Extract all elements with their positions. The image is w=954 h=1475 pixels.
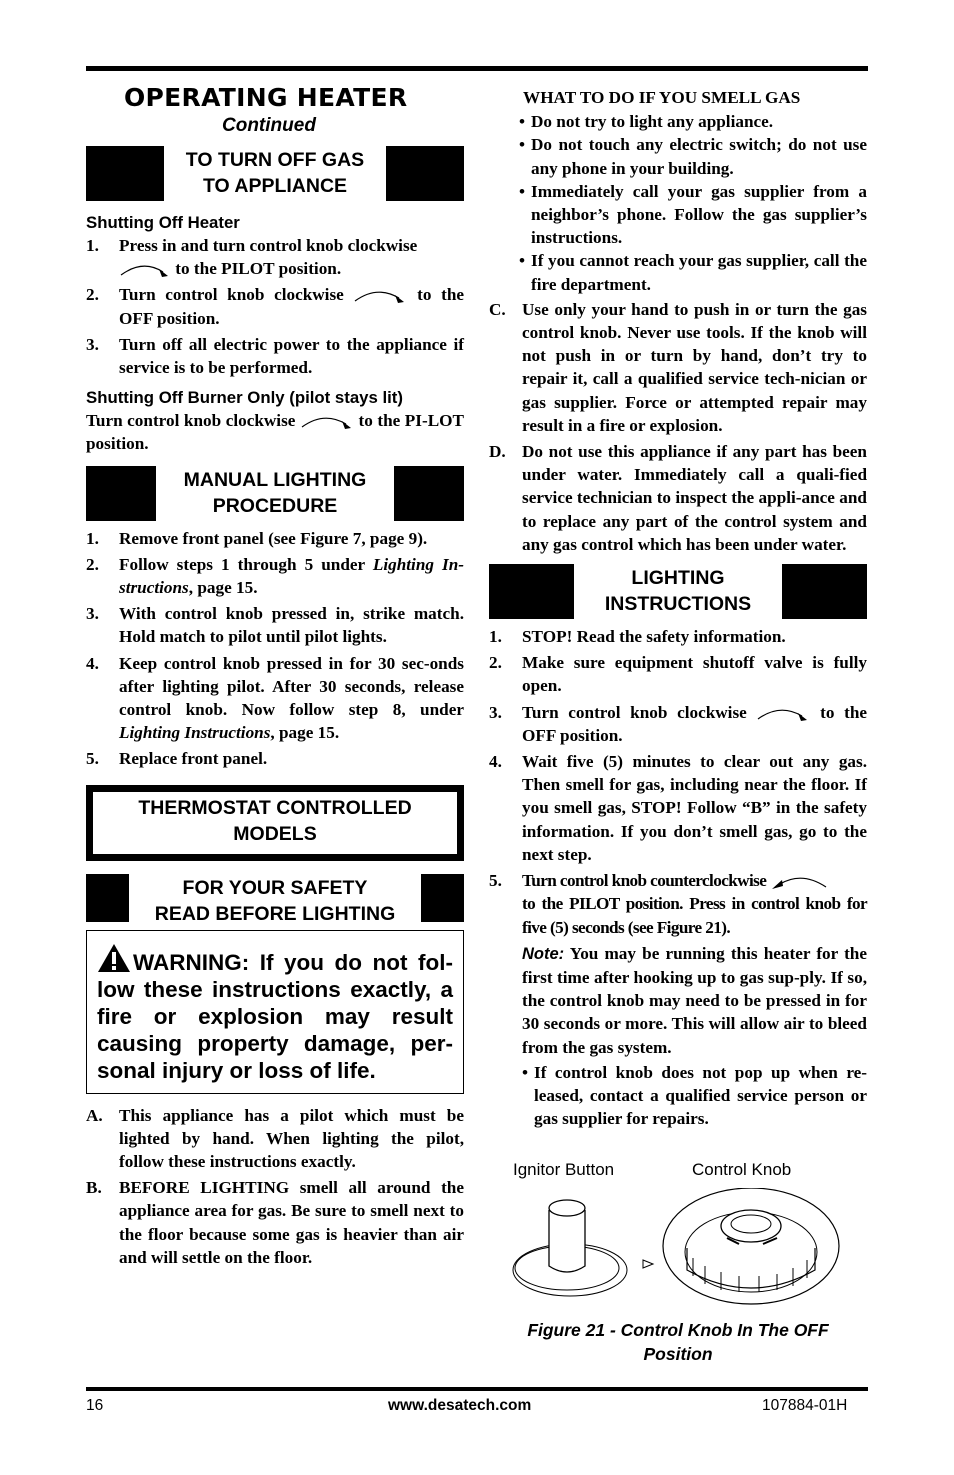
safety-items: [86, 1104, 464, 1269]
top-rule: [86, 66, 868, 71]
list-item: 1. Press in and turn control knob clockwise to the PILOT position.: [86, 236, 418, 279]
counterclockwise-arrow-icon: [770, 873, 828, 891]
list-item: 2. Make sure equipment shutoff valve is fully open.: [489, 653, 867, 696]
heading-block-left: [86, 466, 156, 521]
heading-block-left: [86, 146, 164, 201]
heading-block-right: [386, 146, 464, 201]
page-title: OPERATING HEATER: [124, 83, 408, 112]
clockwise-arrow-icon: [119, 261, 171, 279]
bullet-item: • Do not try to light any appliance.: [519, 112, 774, 132]
shutting-off-heater-heading: Shutting Off Heater: [86, 213, 240, 232]
turn-off-gas-heading-text: TO TURN OFF GAS TO APPLIANCE: [185, 149, 365, 197]
manual-lighting-heading-text: MANUAL LIGHTING PROCEDURE: [183, 468, 367, 517]
heading-block-right: [782, 564, 867, 619]
list-item: 4. Wait five (5) minutes to clear out any gas. Then smell for gas, including near the floor. If you smell gas, STOP! Follow “B” in the safety information. If you don’t smell gas, go to the next step.: [489, 752, 867, 864]
left-column: [86, 80, 464, 1272]
list-item: C. Use only your hand to push in or turn the gas control knob. Never use tools. If the knob will not push in or turn by hand, don’t try to repair it, call a qualified service tech-nician or gas supplier. Force or attempted repair may result in a fire or explosion.: [489, 299, 867, 435]
bullet-item: • If control knob does not pop up when re-leased, contact a qualified service person or gas supplier for repairs.: [522, 1062, 867, 1129]
thermostat-heading: THERMOSTAT CONTROLLED MODELS: [86, 785, 464, 861]
control-knob-illustration: [489, 1188, 867, 1308]
list-item: 5. Turn control knob counterclockwise to the PILOT position. Press in control knob for five (5) seconds (see Figure 21).: [489, 871, 867, 937]
warning-box: WARNING: If you do not fol-low these instructions exactly, a fire or explosion may result causing property damage, per-sonal injury or loss of life.: [86, 930, 464, 1094]
safety-heading-text: FOR YOUR SAFETY READ BEFORE LIGHTING: [154, 876, 396, 925]
ignitor-button-label: Ignitor Button: [513, 1160, 615, 1180]
lighting-instructions-heading-text: LIGHTING INSTRUCTIONS: [604, 567, 752, 616]
list-item: 3. Turn control knob clockwise to the OFF position.: [489, 702, 868, 745]
list-item: 1. Remove front panel (see Figure 7, page 9).: [86, 528, 428, 548]
heading-block-left: [489, 564, 574, 619]
control-knob-label: Control Knob: [692, 1160, 792, 1180]
list-item: 2. Turn control knob clockwise to the OFF position.: [86, 285, 465, 328]
list-item: D. Do not use this appliance if any part has been under water. Immediately call a quali-fied service technician to inspect the appli-ance and to replace any part of the control system and any gas control which has been under water.: [489, 442, 867, 554]
safety-heading: [86, 874, 464, 925]
list-item: 2. Follow steps 1 through 5 under Lighting In-structions, page 15.: [86, 554, 464, 598]
document-code: 107884-01H: [762, 1397, 848, 1414]
bullet-item: • If you cannot reach your gas supplier, call the fire department.: [519, 251, 867, 294]
figure-21: [489, 1160, 867, 1310]
lighting-steps: [489, 625, 867, 939]
smell-gas-bullets: [519, 110, 867, 296]
note-paragraph: Note: You may be running this heater for the first time after hooking up to gas sup-ply. If so, the control knob may need to be pressed in for 30 seconds or more. This will allow air to bleed from the gas system.: [522, 943, 867, 1057]
bullet-item: • Immediately call your gas supplier from a neighbor’s phone. Follow the gas supplier’s instructions.: [519, 181, 867, 248]
clockwise-arrow-icon: [353, 287, 407, 305]
list-item: 3. Turn off all electric power to the appliance if service is to be performed.: [86, 334, 464, 378]
figure-caption: Figure 21 - Control Knob In The OFF Position: [527, 1320, 829, 1365]
list-item: 5. Replace front panel.: [86, 749, 268, 769]
clockwise-arrow-icon: [756, 705, 810, 723]
clockwise-arrow-icon: [300, 413, 354, 431]
website-link[interactable]: www.desatech.com: [388, 1397, 532, 1414]
manual-lighting-steps: [86, 527, 464, 771]
smell-gas-items: [489, 298, 867, 556]
smell-gas-heading: WHAT TO DO IF YOU SMELL GAS: [523, 88, 801, 107]
heading-block-right: [394, 466, 464, 521]
list-item: 3. With control knob pressed in, strike match. Hold match to pilot until pilot lights.: [86, 604, 464, 647]
continued-label: Continued: [222, 115, 316, 136]
list-item: 4. Keep control knob pressed in for 30 sec-onds after lighting pilot. After 30 seconds, release control knob. Now follow step 8, under Lighting Instructions, page 15.: [86, 653, 464, 743]
turn-off-gas-heading: [86, 146, 464, 201]
lighting-instructions-heading: [489, 564, 867, 619]
list-item: B. BEFORE LIGHTING smell all around the appliance area for gas. Be sure to smell next to the floor because some gas is heavier than air and will settle on the floor.: [86, 1178, 464, 1267]
burner-only-text: Turn control knob clockwise to the PI-LOT position.: [86, 411, 465, 454]
warning-triangle-icon: [97, 943, 131, 973]
bullet-item: • Do not touch any electric switch; do not use any phone in your building.: [519, 135, 867, 178]
list-item: 1. STOP! Read the safety information.: [489, 627, 786, 647]
heading-block-right: [421, 874, 464, 922]
shutting-off-steps: [86, 234, 464, 379]
manual-lighting-heading: [86, 466, 464, 521]
heading-block-left: [86, 874, 129, 922]
bottom-rule: [86, 1387, 868, 1391]
burner-only-heading: Shutting Off Burner Only (pilot stays lit): [86, 388, 403, 408]
list-item: A. This appliance has a pilot which must be lighted by hand. When lighting the pilot, follow these instructions exactly.: [86, 1105, 464, 1172]
right-column: [489, 86, 867, 1366]
page-number: 16: [86, 1397, 104, 1414]
